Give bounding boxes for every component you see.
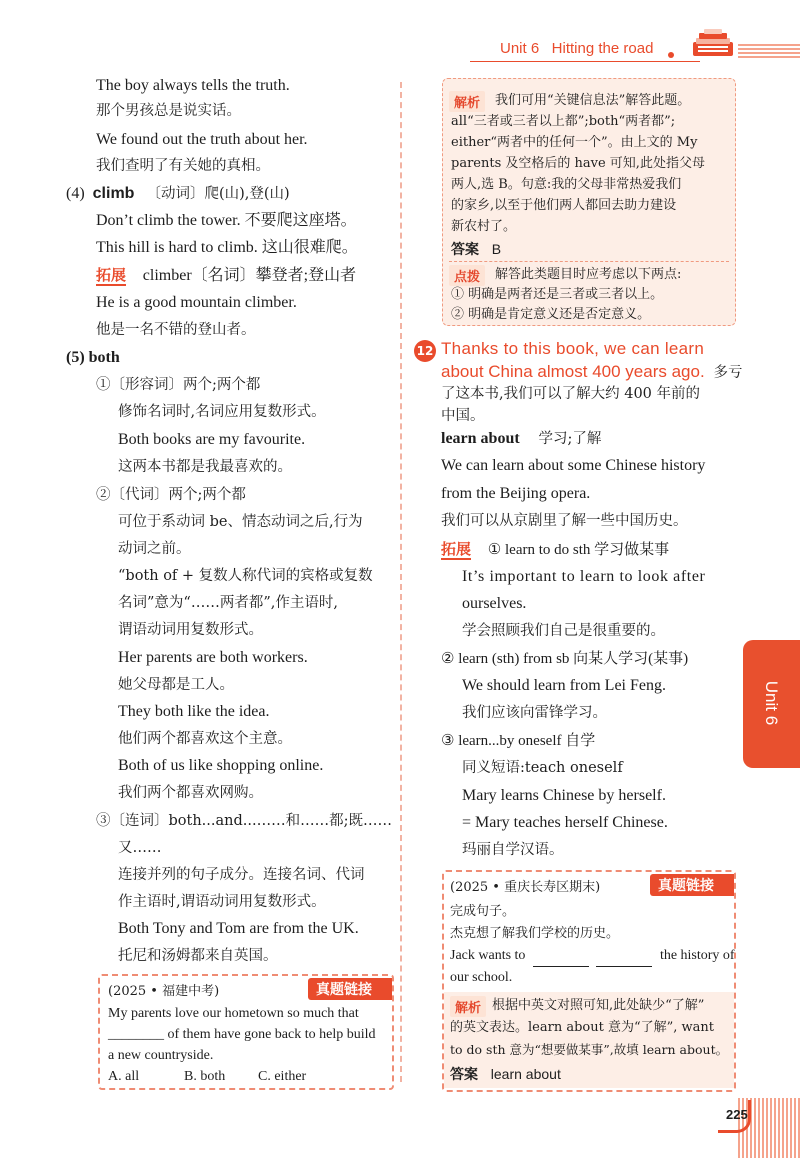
books-icon (690, 28, 736, 60)
tip-label: 点拨 (449, 265, 485, 286)
entry-number: (4) (66, 185, 85, 202)
analysis-line: 根据中英文对照可知,此处缺少“了解” (492, 998, 705, 1013)
sense-heading: ③ learn...by oneself 自学 (441, 733, 596, 749)
sentence-cn: 这两本书都是我最喜欢的。 (118, 459, 292, 475)
analysis-line: 两人,选 B。句意:我的父母非常热爱我们 (451, 177, 682, 192)
entry-word: climb (92, 185, 135, 202)
analysis-line: to do sth 意为“想要做某事”,故填 learn about。 (450, 1042, 729, 1057)
usage-note: 作主语时,谓语动词用复数形式。 (118, 894, 326, 910)
exam-source: (2025 • 重庆长寿区期末) (450, 880, 601, 895)
question-instruction: 完成句子。 (450, 904, 516, 919)
sentence-cn: 我们应该向雷锋学习。 (462, 705, 607, 721)
option-c: C. either (258, 1069, 307, 1084)
analysis-line: either“两者中的任何一个”。由上文的 My (451, 135, 698, 150)
question-line: My parents love our hometown so much that (108, 1006, 359, 1021)
usage-note: 动词之前。 (118, 541, 191, 557)
question-line: a new countryside. (108, 1048, 214, 1063)
synonym-phrase: 同义短语:teach oneself (462, 760, 623, 776)
key-sentence-cn: 多亏 (713, 365, 743, 381)
dot-icon (668, 52, 674, 58)
sentence-en: Her parents are both workers. (118, 649, 308, 666)
sentence-en: This hill is hard to climb. 这山很难爬。 (96, 239, 358, 256)
phrase-entry (441, 428, 601, 449)
sentence-en: Mary learns Chinese by herself. (462, 787, 666, 804)
analysis-line: 我们可用“关键信息法”解答此题。 (495, 93, 691, 108)
column-divider (400, 82, 402, 1082)
item-number: 12 (416, 344, 434, 358)
sentence-cn: 学会照顾我们自己是很重要的。 (462, 623, 665, 639)
extension-row (441, 539, 669, 560)
entry-climb (66, 184, 290, 204)
unit-title: Unit 6 Hitting the road (500, 40, 654, 57)
answer-value: learn about (490, 1066, 561, 1082)
extension-text: ① learn to do sth 学习做某事 (487, 542, 670, 558)
usage-note: 谓语动词用复数形式。 (118, 622, 263, 638)
usage-note: 连接并列的句子成分。连接名词、代词 (118, 867, 365, 883)
extension-label: 拓展 (96, 266, 127, 284)
sentence-en: We should learn from Lei Feng. (462, 677, 666, 694)
question-text: the history of (659, 948, 735, 963)
usage-note: “both of + 复数人称代词的宾格或复数 (118, 568, 373, 584)
sentence-en: It’s important to learn to look after (462, 568, 706, 585)
sentence-cn: 他们两个都喜欢这个主意。 (118, 731, 292, 747)
exam-label (308, 978, 392, 1000)
exam-label-text: 真题链接 (658, 878, 714, 894)
answer-value: B (491, 241, 502, 257)
sentence-cn: 托尼和汤姆都来自英国。 (118, 948, 278, 964)
answer-row (451, 239, 501, 259)
sentence-en: from the Beijing opera. (441, 485, 591, 502)
analysis-line: 的家乡,以至于他们两人都回去助力建设 (451, 198, 677, 213)
option-a: A. all (108, 1069, 140, 1084)
answer-row (450, 1064, 561, 1084)
page-number: 225 (726, 1107, 748, 1122)
key-sentence-line (441, 362, 742, 383)
sentence-cn: 我们可以从京剧里了解一些中国历史。 (441, 513, 688, 529)
sentence-en: ourselves. (462, 595, 527, 612)
exam-label (650, 874, 734, 896)
sentence-cn: 我们查明了有关她的真相。 (96, 158, 270, 174)
analysis-label: 解析 (449, 91, 485, 112)
extension-row (96, 265, 356, 286)
extension-text: climber〔名词〕攀登者;登山者 (142, 267, 357, 284)
sentence-cn: 她父母都是工人。 (118, 677, 234, 693)
key-sentence: about China almost 400 years ago. (441, 362, 705, 381)
sentence-en: Both books are my favourite. (118, 431, 306, 448)
sense-heading: ①〔形容词〕两个;两个都 (96, 377, 261, 393)
sentence-en: Both of us like shopping online. (118, 757, 324, 774)
tip-line: ② 明确是肯定意义还是否定意义。 (451, 307, 651, 322)
question-line: our school. (450, 970, 513, 985)
key-sentence-cn: 中国。 (441, 408, 485, 424)
key-sentence: Thanks to this book, we can learn (441, 339, 705, 358)
exam-link-box (442, 870, 736, 1092)
analysis-line: 新农村了。 (451, 219, 517, 234)
question-line: 杰克想了解我们学校的历史。 (450, 926, 620, 941)
tip-line: 解答此类题目时应考虑以下两点: (495, 267, 682, 282)
answer-label: 答案 (450, 1066, 478, 1082)
sentence-cn: 我们两个都喜欢网购。 (118, 785, 263, 801)
usage-note: 修饰名词时,名词应用复数形式。 (118, 404, 326, 420)
tip-line: ① 明确是两者还是三者或三者以上。 (451, 287, 664, 302)
extension-label: 拓展 (441, 540, 472, 558)
analysis-line: 的英文表达。learn about 意为“了解”, want (450, 1020, 714, 1035)
exam-label-text: 真题链接 (316, 982, 372, 998)
box-separator (449, 261, 729, 262)
question-text: Jack wants to (450, 948, 526, 963)
sentence-cn: 那个男孩总是说实话。 (96, 103, 241, 119)
header-stripes (738, 44, 800, 60)
sense-heading: ③〔连词〕both...and...……和……都;既…… (96, 813, 392, 829)
option-b: B. both (184, 1069, 226, 1084)
entry-pos: 〔动词〕爬(山),登(山) (146, 186, 290, 202)
sentence-en: Both Tony and Tom are from the UK. (118, 920, 359, 937)
key-sentence-cn: 了这本书,我们可以了解大约 400 年前的 (441, 386, 701, 402)
entry-both: (5) both (66, 349, 120, 366)
sentence-en: He is a good mountain climber. (96, 294, 297, 311)
sentence-en: The boy always tells the truth. (96, 77, 290, 94)
question-line (450, 946, 735, 967)
sentence-en: = Mary teaches herself Chinese. (462, 814, 668, 831)
usage-note: 可位于系动词 be、情态动词之后,行为 (118, 514, 363, 530)
sense-heading: ② learn (sth) from sb 向某人学习(某事) (441, 651, 689, 667)
usage-note: 名词”意为“……两者都”,作主语时, (118, 595, 338, 611)
analysis-line: parents 及空格后的 have 可知,此处指父母 (451, 156, 705, 171)
answer-blank[interactable] (596, 946, 652, 967)
analysis-label: 解析 (450, 996, 486, 1017)
exam-link-box (98, 974, 394, 1090)
sentence-en: They both like the idea. (118, 703, 270, 720)
analysis-line: all“三者或三者以上都”;both“两者都”; (451, 114, 676, 129)
answer-label: 答案 (451, 241, 479, 257)
phrase-head: learn about (441, 430, 520, 447)
sentence-cn: 玛丽自学汉语。 (462, 842, 564, 858)
unit-side-tab-label: Unit 6 (762, 680, 781, 726)
sense-heading: ②〔代词〕两个;两个都 (96, 487, 246, 503)
sense-heading: 又…… (118, 840, 162, 856)
item-number-badge (414, 340, 436, 362)
sentence-en: Don’t climb the tower. 不要爬这座塔。 (96, 212, 357, 229)
sentence-en: We can learn about some Chinese history (441, 457, 706, 474)
exam-source: (2025 • 福建中考) (108, 984, 220, 999)
question-line: ________ of them have gone back to help build (108, 1027, 376, 1042)
analysis-box (442, 78, 736, 326)
answer-blank[interactable] (533, 946, 589, 967)
header-rule (470, 61, 700, 62)
sentence-cn: 他是一名不错的登山者。 (96, 322, 256, 338)
phrase-def: 学习;了解 (538, 431, 602, 447)
sentence-en: We found out the truth about her. (96, 131, 308, 148)
